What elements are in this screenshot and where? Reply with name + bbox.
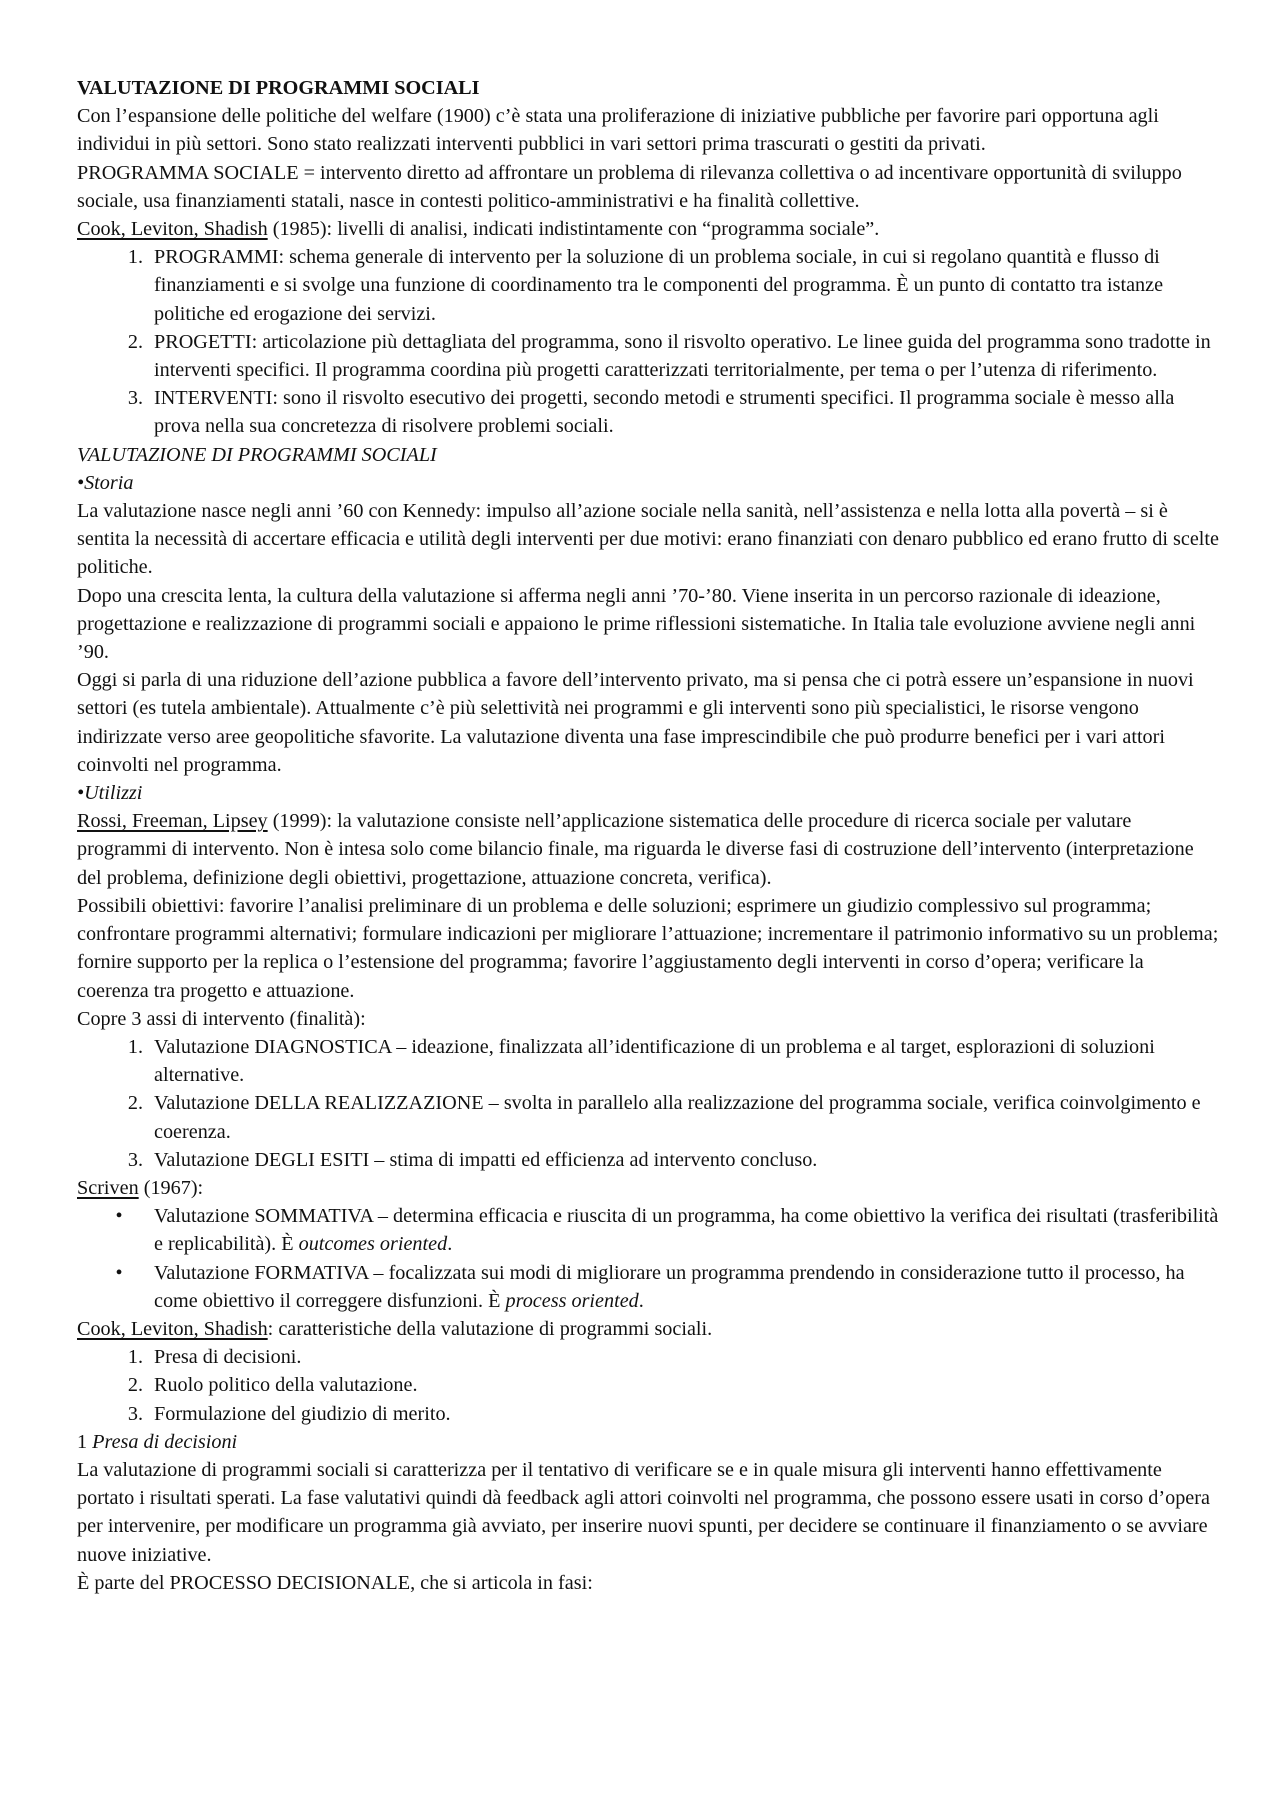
list-item-text: PROGRAMMI: schema generale di intervento per la soluzione di un problema sociale, in cui si regolano quantità e flusso di finanziamenti e si svolge una funzione di coordinamento tra le componenti del programma. È un punto di contatto tra istanze politiche ed erogazione dei servizi.	[154, 246, 1164, 325]
section-1-heading	[77, 1428, 1220, 1456]
scriven-list	[77, 1202, 1220, 1315]
characteristics-list	[77, 1343, 1220, 1428]
closing-paragraph: È parte del PROCESSO DECISIONALE, che si articola in fasi:	[77, 1571, 593, 1594]
scriven-intro	[77, 1174, 1220, 1202]
storia-heading: •Storia	[77, 471, 134, 494]
list-item-tail: .	[447, 1233, 453, 1256]
list-number: 2.	[127, 1374, 143, 1397]
cook-characteristics-intro	[77, 1315, 1220, 1343]
list-number: 1.	[127, 246, 143, 269]
list-item	[77, 1089, 1220, 1145]
list-number: 3.	[127, 1402, 143, 1425]
list-item-tail: .	[638, 1289, 644, 1312]
list-item-text: Presa di decisioni.	[154, 1346, 302, 1369]
obiettivi-paragraph: Possibili obiettivi: favorire l’analisi preliminare di un problema e delle soluzioni; esprimere un giudizio complessivo sul programma; confrontare programmi alternativi; formulare indicazioni per migliorare l’attuazione; incrementare il patrimonio informativo su un problema; fornire supporto per la replica o l’estensione del programma; favorire l’aggiustamento degli interventi in corso d’opera; verificare la coerenza tra progetto e attuazione.	[77, 894, 1219, 1002]
cook-characteristics-text: : caratteristiche della valutazione di programmi sociali.	[267, 1317, 713, 1340]
list-item-text: Formulazione del giudizio di merito.	[154, 1402, 451, 1425]
rossi-paragraph	[77, 807, 1220, 892]
storia-paragraph-2: Dopo una crescita lenta, la cultura della valutazione si afferma negli anni ’70-’80. Viene inserita in un percorso razionale di ideazione, progettazione e realizzazione di programmi sociali e appaiono le prime riflessioni sistematiche. In Italia tale evoluzione avviene negli anni ’90.	[77, 584, 1196, 664]
rossi-text: (1999): la valutazione consiste nell’applicazione sistematica delle procedure di ricerca sociale per valutare programmi di intervento. Non è intesa solo come bilancio finale, ma riguarda le diverse fasi di costruzione dell’intervento (interpretazione del problema, definizione degli obiettivi, progettazione, attuazione concreta, verifica).	[77, 810, 1194, 889]
list-item-text: Valutazione DELLA REALIZZAZIONE – svolta in parallelo alla realizzazione del programma sociale, verifica coinvolgimento e coerenza.	[154, 1092, 1201, 1143]
list-number: 3.	[127, 1148, 143, 1171]
bullet-icon: •	[115, 1261, 123, 1284]
scriven-text: (1967):	[138, 1176, 204, 1199]
assi-intro: Copre 3 assi di intervento (finalità):	[77, 1007, 366, 1030]
utilizzi-heading: •Utilizzi	[77, 782, 143, 805]
list-item	[77, 1371, 1220, 1399]
list-number: 2.	[127, 1092, 143, 1115]
list-item	[77, 1202, 1220, 1258]
list-item-text: INTERVENTI: sono il risvolto esecutivo dei progetti, secondo metodi e strumenti specifici. Il programma sociale è messo alla prova nella sua concretezza di risolvere problemi sociali.	[154, 387, 1175, 438]
bullet-icon: •	[115, 1205, 123, 1228]
list-number: 1.	[127, 1035, 143, 1058]
list-item-text: PROGETTI: articolazione più dettagliata del programma, sono il risvolto operativo. Le linee guida del programma sono tradotte in interventi specifici. Il programma coordina più progetti caratterizzati territorialmente, per tema o per l’utenza di riferimento.	[154, 330, 1211, 382]
section-1-label: Presa di decisioni	[92, 1430, 238, 1453]
page-title: VALUTAZIONE DI PROGRAMMI SOCIALI	[77, 77, 480, 99]
intro-paragraph: Con l’espansione delle politiche del welfare (1900) c’è stata una proliferazione di iniziative pubbliche per favorire pari opportuna agli individui in più settori. Sono stato realizzati interventi pubblici in vari settori prima trascurati o gestiti da privati.	[77, 105, 1159, 156]
list-item	[77, 243, 1220, 328]
list-item	[77, 328, 1220, 384]
section-1-number: 1	[77, 1430, 93, 1453]
list-item	[77, 384, 1220, 440]
storia-paragraph-3: Oggi si parla di una riduzione dell’azione pubblica a favore dell’intervento privato, ma si pensa che ci potrà essere un’espansione in nuovi settori (es tutela ambientale). Attualmente c’è più selettività nei programmi e gli interventi sono più specialistici, le risorse vengono indirizzate verso aree geopolitiche sfavorite. La valutazione diventa una fase imprescindibile che può produrre benefici per i vari attori coinvolti nel programma.	[77, 669, 1194, 776]
list-item	[77, 1259, 1220, 1315]
section-subtitle: VALUTAZIONE DI PROGRAMMI SOCIALI	[77, 443, 437, 466]
author-rossi-freeman-lipsey: Rossi, Freeman, Lipsey	[77, 810, 268, 833]
author-cook-leviton-shadish: Cook, Leviton, Shadish	[77, 1317, 268, 1340]
storia-paragraph-1: La valutazione nasce negli anni ’60 con Kennedy: impulso all’azione sociale nella sanità, nell’assistenza e nella lotta alla povertà – si è sentita la necessità di accertare efficacia e utilità degli interventi per due motivi: erano finanziati con denaro pubblico ed erano frutto di scelte politiche.	[77, 500, 1219, 579]
cook-levels-intro	[77, 215, 1220, 243]
list-number: 2.	[127, 330, 143, 353]
list-item-emphasis: process oriented	[505, 1289, 639, 1312]
list-item-text: Valutazione SOMMATIVA – determina efficacia e riuscita di un programma, ha come obiettivo la verifica dei risultati (trasferibilità e replicabilità). È	[154, 1205, 1219, 1256]
definition-paragraph: PROGRAMMA SOCIALE = intervento diretto ad affrontare un problema di rilevanza collettiva o ad incentivare opportunità di sviluppo sociale, usa finanziamenti statali, nasce in contesti politico-amministrativi e ha finalità collettive.	[77, 161, 1182, 212]
author-cook-leviton-shadish: Cook, Leviton, Shadish	[77, 218, 268, 241]
list-item-text: Valutazione DIAGNOSTICA – ideazione, finalizzata all’identificazione di un problema e al target, esplorazioni di soluzioni alternative.	[154, 1035, 1155, 1087]
cook-levels-text: (1985): livelli di analisi, indicati indistintamente con “programma sociale”.	[267, 218, 880, 241]
list-item-emphasis: outcomes oriented	[298, 1233, 448, 1256]
list-item	[77, 1343, 1220, 1371]
list-item	[77, 1033, 1220, 1089]
list-item-text: Valutazione FORMATIVA – focalizzata sui modi di migliorare un programma prendendo in considerazione tutto il processo, ha come obiettivo il correggere disfunzioni. È	[154, 1261, 1185, 1312]
list-item	[77, 1146, 1220, 1174]
section-1-paragraph: La valutazione di programmi sociali si caratterizza per il tentativo di verificare se e in quale misura gli interventi hanno effettivamente portato i risultati sperati. La fase valutativi quindi dà feedback agli attori coinvolti nel programma, che possono essere usati in corso d’opera per intervenire, per modificare un programma già avviato, per inserire nuovi spunti, per decidere se continuare il finanziamento o se avviare nuove iniziative.	[77, 1458, 1210, 1566]
assi-list	[77, 1033, 1220, 1174]
levels-list	[77, 243, 1220, 440]
list-number: 1.	[127, 1346, 143, 1369]
list-item	[77, 1400, 1220, 1428]
list-item-text: Ruolo politico della valutazione.	[154, 1374, 418, 1397]
author-scriven: Scriven	[77, 1176, 139, 1199]
list-number: 3.	[127, 387, 143, 410]
list-item-text: Valutazione DEGLI ESITI – stima di impatti ed efficienza ad intervento concluso.	[154, 1148, 818, 1171]
